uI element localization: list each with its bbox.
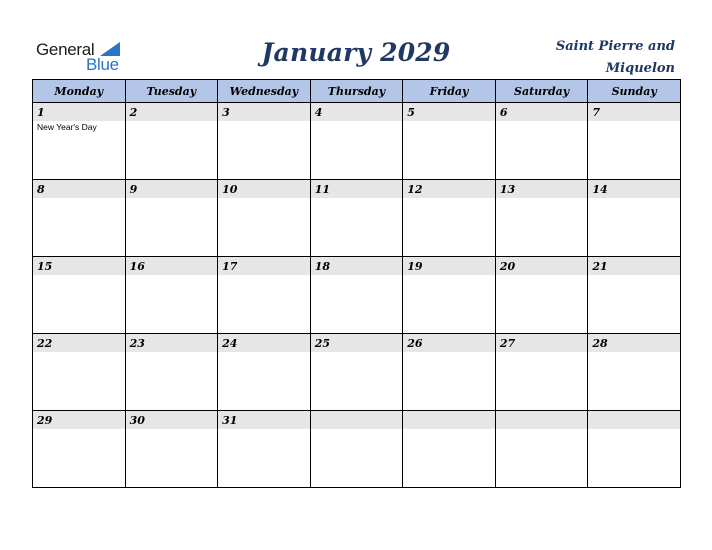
day-cell [310,103,403,180]
day-number: 10 [222,183,238,196]
day-number: 27 [499,337,516,350]
day-number-bar [496,180,588,198]
day-number: 24 [222,337,238,350]
region-name: Saint Pierre and Miquelon [555,39,675,76]
day-cell [218,180,311,257]
day-number: 17 [222,260,238,273]
day-number: 28 [592,337,608,350]
day-number-bar [126,103,218,121]
day-cell [125,103,218,180]
day-number: 30 [129,414,145,427]
day-number: 18 [314,260,330,273]
day-cell [403,180,496,257]
day-number-bar [126,257,218,275]
day-number-bar [33,257,125,275]
day-cell [403,257,496,334]
weekday-header: Thursday [310,80,403,103]
day-cell [218,334,311,411]
day-cell [495,334,588,411]
day-number-bar [588,257,680,275]
day-cell [125,257,218,334]
day-cell [403,334,496,411]
day-number-bar [218,257,310,275]
day-number: 3 [222,106,230,119]
day-number-bar [311,103,403,121]
day-cell [33,411,126,488]
day-cell [33,180,126,257]
weekday-header: Sunday [588,80,681,103]
week-row [33,411,681,488]
day-cell [125,411,218,488]
day-number-bar [218,180,310,198]
day-cell [588,334,681,411]
day-number-bar [33,411,125,429]
day-number: 29 [37,414,53,427]
day-number: 7 [592,106,601,119]
day-number: 5 [407,106,415,119]
day-number: 25 [314,337,330,350]
day-number-bar [33,103,125,121]
week-row [33,334,681,411]
weekday-header: Monday [33,80,126,103]
day-number: 2 [129,106,138,119]
day-number-bar [311,180,403,198]
day-cell [218,411,311,488]
day-cell [403,103,496,180]
day-number: 14 [592,183,608,196]
day-number: 21 [592,260,608,273]
weekday-header: Friday [403,80,496,103]
day-number-bar [588,103,680,121]
day-number-bar [588,334,680,352]
day-number: 13 [499,183,516,196]
day-number-bar [311,257,403,275]
week-row [33,180,681,257]
day-number-bar [33,334,125,352]
empty-day-cell [588,411,681,488]
day-number-bar [496,257,588,275]
holiday-label: New Year's Day [37,122,97,132]
day-cell [125,180,218,257]
day-cell [495,180,588,257]
day-cell [33,257,126,334]
day-cell [310,334,403,411]
day-cell [33,103,126,180]
day-number-bar [33,180,125,198]
logo-text-general: General [36,40,95,59]
day-number: 11 [314,183,330,196]
weekday-header: Wednesday [218,80,311,103]
day-number-bar [311,334,403,352]
day-number: 1 [37,106,45,119]
day-number: 22 [37,337,53,350]
day-number-bar [496,103,588,121]
day-number-bar [496,334,588,352]
day-number-bar [218,334,310,352]
day-number-bar [496,411,588,429]
day-cell [588,257,681,334]
day-cell [33,334,126,411]
logo-text-blue: Blue [86,55,119,74]
day-number-bar [126,180,218,198]
week-row [33,103,681,180]
day-number-bar [403,411,495,429]
day-number-bar [588,180,680,198]
day-number-bar [311,411,403,429]
day-number-bar [403,103,495,121]
day-number-bar [218,103,310,121]
weekday-header-row [33,80,681,103]
logo-triangle-icon [100,42,120,56]
empty-day-cell [310,411,403,488]
week-row [33,257,681,334]
day-cell [310,180,403,257]
day-cell [218,257,311,334]
day-number-bar [403,334,495,352]
day-cell [125,334,218,411]
day-number: 15 [37,260,53,273]
day-number: 16 [129,260,145,273]
weekday-header: Saturday [495,80,588,103]
day-cell [218,103,311,180]
day-cell [495,257,588,334]
day-number: 6 [499,106,508,119]
day-number: 8 [37,183,45,196]
day-cell [310,257,403,334]
day-number-bar [588,411,680,429]
day-number: 12 [407,183,423,196]
day-cell [588,103,681,180]
day-number: 26 [407,337,423,350]
day-number: 19 [407,260,423,273]
day-number: 23 [129,337,145,350]
day-number-bar [403,180,495,198]
day-number: 31 [222,414,238,427]
day-number: 9 [129,183,138,196]
empty-day-cell [495,411,588,488]
empty-day-cell [403,411,496,488]
page-title: January 2029 [261,38,451,67]
day-cell [495,103,588,180]
calendar-grid [32,79,681,488]
day-number-bar [218,411,310,429]
day-number-bar [126,334,218,352]
day-number-bar [126,411,218,429]
day-number-bar [403,257,495,275]
weekday-header: Tuesday [125,80,218,103]
day-cell [588,180,681,257]
day-number: 4 [314,106,323,119]
day-number: 20 [499,260,516,273]
generalblue-logo [36,40,136,76]
